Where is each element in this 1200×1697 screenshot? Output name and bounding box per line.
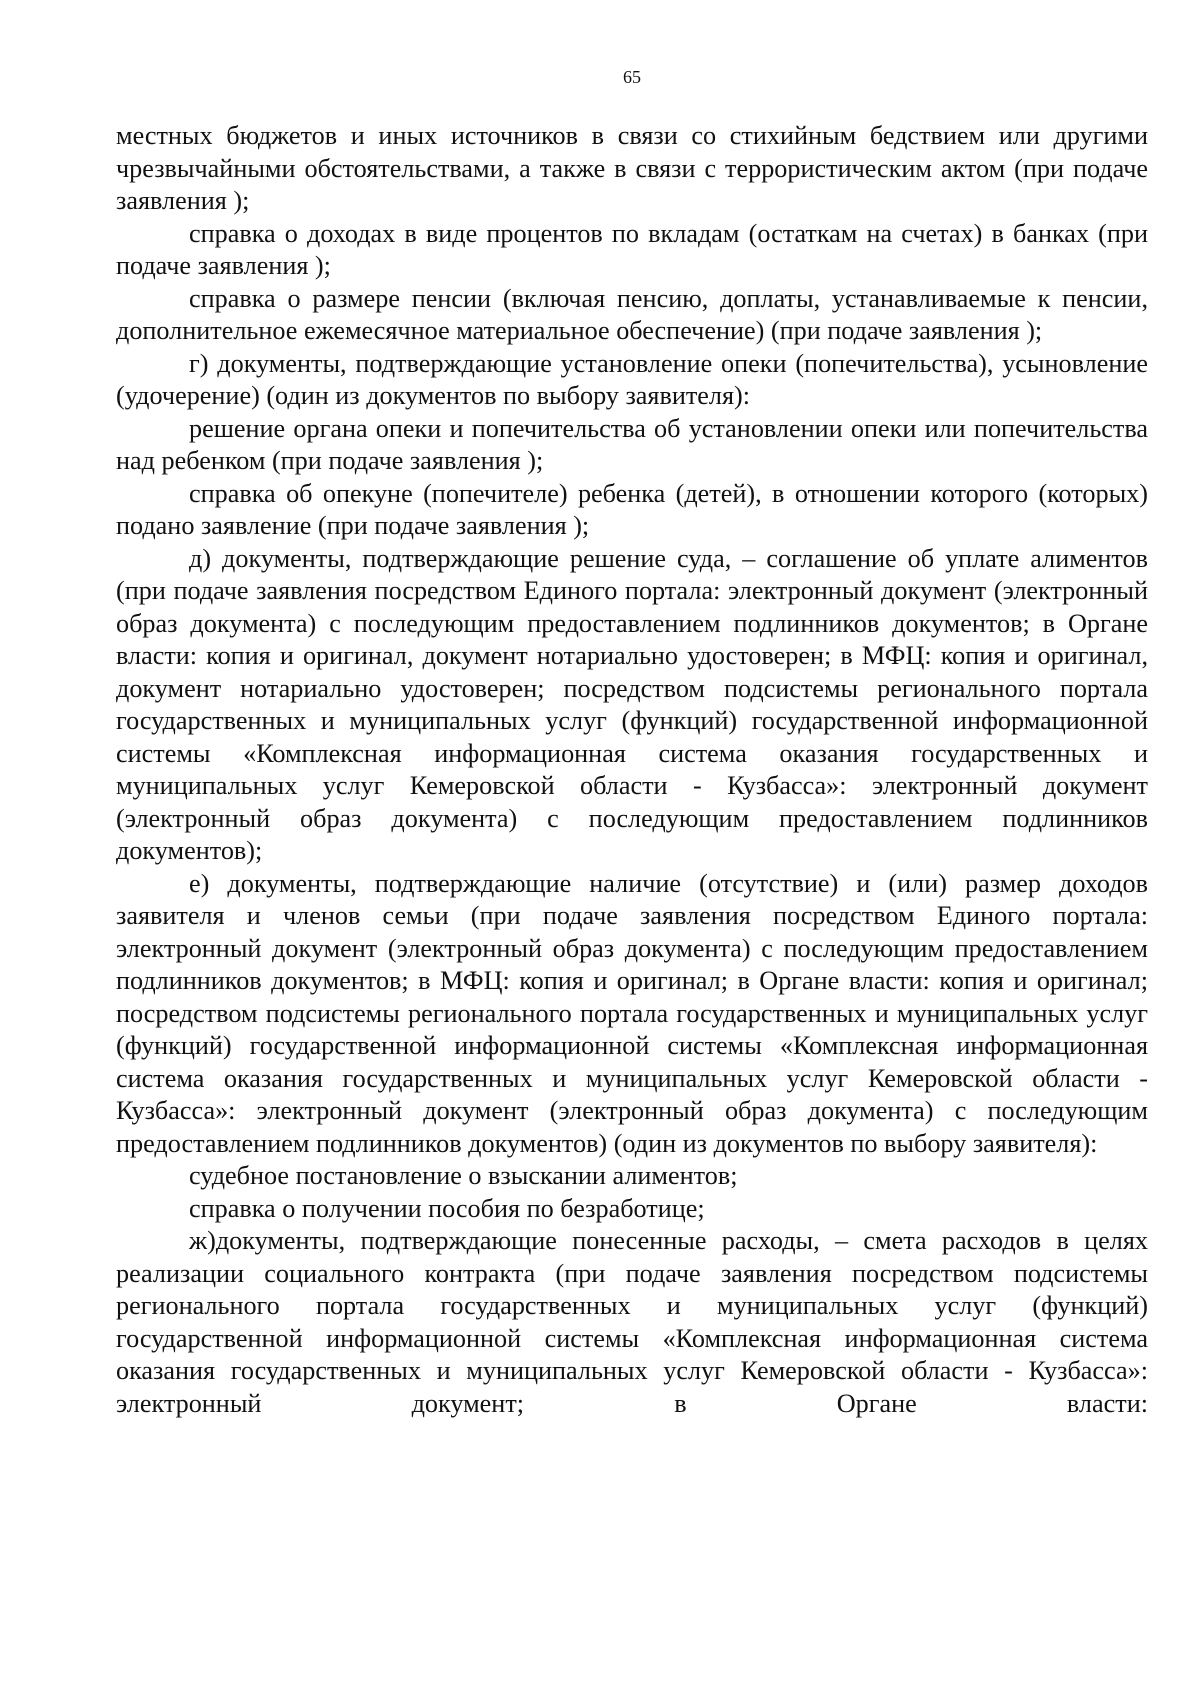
paragraph-6: справка об опекуне (попечителе) ребенка (детей), в отношении которого (которых) подано заявление (при подаче заявления );	[116, 478, 1148, 540]
paragraph-2: справка о доходах в виде процентов по вкладам (остаткам на счетах) в банках (при подаче заявления );	[116, 218, 1148, 280]
paragraph-4: г) документы, подтверждающие установление опеки (попечительства), усыновление (удочерение) (один из документов по выбору заявителя):	[116, 348, 1148, 410]
paragraph-10: справка о получении пособия по безработице;	[189, 1193, 705, 1223]
paragraph-8: е) документы, подтверждающие наличие (отсутствие) и (или) размер доходов заявителя и членов семьи (при подаче заявления посредством Единого портала: электронный документ (электронный образ документа) с последующим предоставлением подлинников документов; в МФЦ: копия и оригинал; в Органе власти: копия и оригинал; посредством подсистемы регионального портала государственных и муниципальных услуг (функций) государственной информационной системы «Комплексная информационная система оказания государственных и муниципальных услуг Кемеровской области - Кузбасса»: электронный документ (электронный образ документа) с последующим предоставлением подлинников документов) (один из документов по выбору заявителя):	[116, 868, 1148, 1158]
paragraph-9: судебное постановление о взыскании алиментов;	[189, 1161, 738, 1190]
paragraph-11: ж)документы, подтверждающие понесенные расходы, – смета расходов в целях реализации социального контракта (при подаче заявления посредством подсистемы регионального портала государственных и муниципальных услуг (функций) государственной информационной системы «Комплексная информационная система оказания государственных и муниципальных услуг Кемеровской области - Кузбасса»: электронный документ; в Органе власти:	[116, 1226, 1148, 1418]
paragraph-7: д) документы, подтверждающие решение суда, – соглашение об уплате алиментов (при подаче заявления посредством Единого портала: электронный документ (электронный образ документа) с последующим предоставлением подлинников документов; в Органе власти: копия и оригинал, документ нотариально удостоверен; в МФЦ: копия и оригинал, документ нотариально удостоверен; посредством подсистемы регионального портала государственных и муниципальных услуг (функций) государственной информационной системы «Комплексная информационная система оказания государственных и муниципальных услуг Кемеровской области - Кузбасса»: электронный документ (электронный образ документа) с последующим предоставлением подлинников документов);	[116, 543, 1148, 865]
paragraph-3: справка о размере пенсии (включая пенсию, доплаты, устанавливаемые к пенсии, дополнительное ежемесячное материальное обеспечение) (при подаче заявления );	[116, 283, 1148, 345]
document-body	[116, 120, 1148, 1420]
page-number: 65	[623, 67, 641, 87]
paragraph-1: местных бюджетов и иных источников в связи со стихийным бедствием или другими чрезвычайными обстоятельствами, а также в связи с террористическим актом (при подаче заявления );	[116, 121, 1148, 215]
paragraph-5: решение органа опеки и попечительства об установлении опеки или попечительства над ребенком (при подаче заявления );	[116, 413, 1148, 475]
